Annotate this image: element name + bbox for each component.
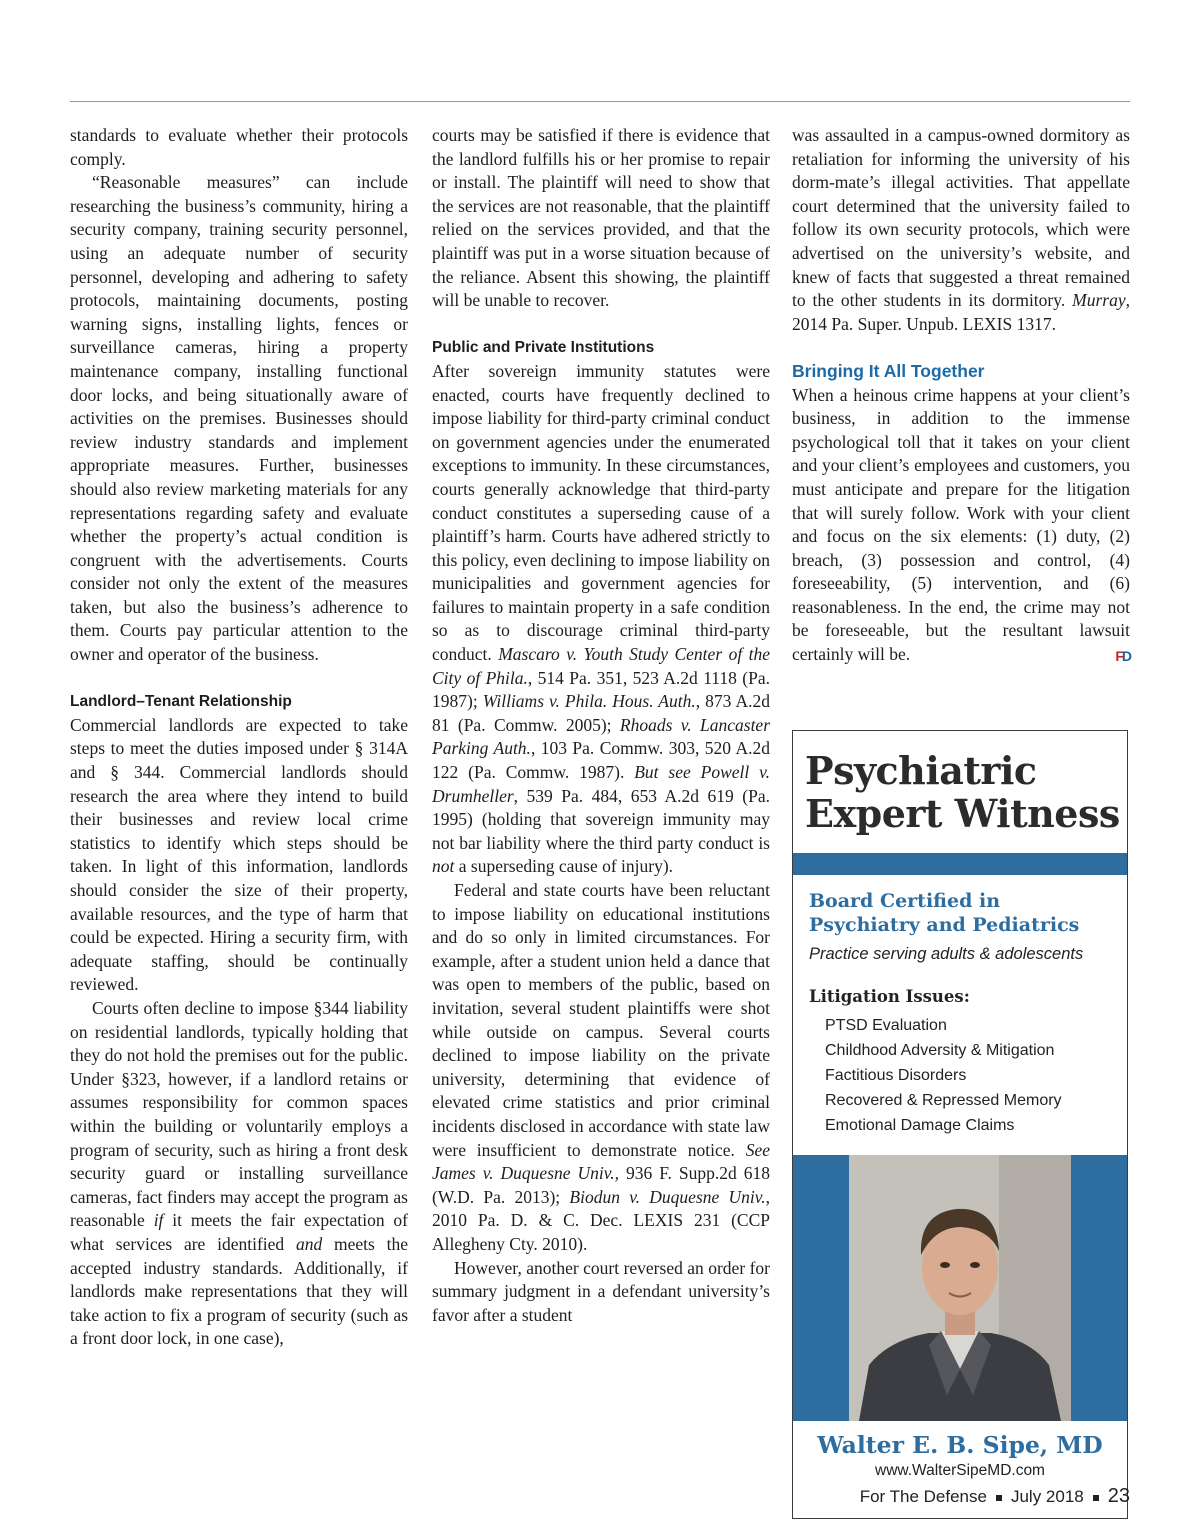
list-item: Childhood Adversity & Mitigation (825, 1042, 1055, 1059)
paragraph: However, another court reversed an order for summary judgment in a defendant university’s favor after a student (432, 1257, 770, 1325)
paragraph: courts may be satisfied if there is evidence that the landlord fulfills his or her promise to repair or install. The plaintiff will need to show that the services are not reasonable, that the plaintiff relied on the services provided, and that the plaintiff was put in a worse situation because of the reliance. Absent this showing, the plaintiff will be unable to recover. (432, 125, 770, 311)
ad-website-link[interactable]: www.WalterSipeMD.com (875, 1462, 1045, 1479)
ad-accent-bar (793, 853, 1127, 875)
column-1 (70, 124, 408, 1351)
paragraph: Courts often decline to impose §344 liability on residential landlords, typically holding that they do not hold the premises out for the public. Under §323, however, if a landlord retains or assumes responsibility for common spaces within the building or voluntarily employs a program of security, such as hiring a front desk security guard or installing surveillance cameras, fact finders may accept the program as reasonable if it meets the fair expectation of what services are identified and meets the accepted industry standards. Additionally, if landlords make representations that they will take action to fix a program of security (such as a front door lock, in one case), (70, 997, 409, 1349)
section-heading-public-private: Public and Private Institutions (432, 339, 655, 357)
ad-subtitle: Board Certified in Psychiatry and Pediatrics (809, 890, 1080, 936)
paragraph: was assaulted in a campus-owned dormitory as retaliation for informing the university of his dorm-mate’s illegal activities. That appellate court determined that the university failed to follow its own security protocols, which were advertised on the university’s website, and knew of facts that suggested a threat remained to the other students in its dormitory. Murray, 2014 Pa. Super. Unpub. LEXIS 1317. (792, 125, 1131, 334)
separator-square-icon (996, 1495, 1002, 1501)
portrait-illustration (849, 1155, 1071, 1421)
separator-square-icon (1093, 1495, 1099, 1501)
list-item: Emotional Damage Claims (825, 1117, 1015, 1134)
list-item: Recovered & Repressed Memory (825, 1092, 1062, 1109)
paragraph: Commercial landlords are expected to take steps to meet the duties imposed under § 314A and § 344. Commercial landlords should research the area where they intend to build their businesses and review local crime statistics to identify which steps should be taken. In light of this information, landlords should consider the size of their property, available resources, and the type of harm that could be expected. Hiring a security firm, with adequate staffing, should be continually reviewed. (70, 714, 408, 995)
section-heading-bringing-together: Bringing It All Together (792, 360, 985, 381)
portrait-photo-frame (793, 1155, 1127, 1421)
litigation-list (825, 1013, 1062, 1138)
page-number: 23 (1107, 1485, 1130, 1507)
ad-doctor-name: Walter E. B. Sipe, MD (817, 1431, 1103, 1459)
portrait-photo (849, 1155, 1071, 1421)
paragraph: When a heinous crime happens at your client’s business, in addition to the immense psychological toll that it takes on your client and your client’s employees and customers, you must anticipate and prepare for the litigation that will surely follow. Work with your client and focus on the six elements: (1) duty, (2) breach, (3) possession and control, (4) foreseeability, (5) intervention, and (6) reasonableness. In the end, the crime may not be foreseeable, but the resultant lawsuit certainly will be. FD (792, 384, 1130, 667)
list-item: Factitious Disorders (825, 1067, 967, 1084)
ad-title: Psychiatric Expert Witness (805, 748, 1120, 836)
ad-tagline: Practice serving adults & adolescents (809, 945, 1084, 963)
paragraph: Federal and state courts have been reluctant to impose liability on educational institutions and do so only in limited circumstances. For example, after a student union held a dance that was open to members of the public, based on invitation, several student plaintiffs were shot while outside on campus. Several courts declined to impose liability on the private university, determining that evidence of elevated crime statistics and prior criminal incidents disclosed in accordance with state law were insufficient to demonstrate notice. See James v. Duquesne Univ., 936 F. Supp.2d 618 (W.D. Pa. 2013); Biodun v. Duquesne Univ., 2010 Pa. D. & C. Dec. LEXIS 231 (CCP Allegheny Cty. 2010). (432, 880, 771, 1254)
expert-witness-ad (792, 730, 1128, 1519)
publication-name: For The Defense (859, 1487, 987, 1506)
paragraph: “Reasonable measures” can include researching the business’s community, hiring a security company, training security personnel, using an adequate number of security personnel, developing and adhering to safety protocols, maintaining documents, posting warning signs, installing lights, fences or surveillance cameras, hiring a property maintenance company, installing functional door locks, and being situationally aware of activities on the premises. Businesses should review industry standards and implement appropriate measures. Further, businesses should also review marketing materials for any representations regarding safety and evaluate whether the property’s actual condition is congruent with the advertisements. Courts consider not only the extent of the measures taken, but also the business’s adherence to them. Courts pay particular attention to the owner and operator of the business. (70, 172, 408, 665)
issue-date: July 2018 (1010, 1487, 1084, 1506)
litigation-heading: Litigation Issues: (809, 987, 970, 1006)
page-footer (860, 1485, 1130, 1508)
column-3 (792, 124, 1130, 669)
paragraph: After sovereign immunity statutes were enacted, courts have frequently declined to impose liability for third-party criminal conduct on government agencies under the enumerated exceptions to immunity. In these circumstances, courts generally acknowledge that third-party conduct constitutes a superseding cause of a plaintiff’s harm. Courts have adhered strictly to this policy, even declining to impose liability on municipalities and government agencies for failures to maintain property in a safe condition so as to discourage criminal third-party conduct. Mascaro v. Youth Study Center of the City of Phila., 514 Pa. 351, 523 A.2d 1118 (Pa. 1987); Williams v. Phila. Hous. Auth., 873 A.2d 81 (Pa. Commw. 2005); Rhoads v. Lancaster Parking Auth., 103 Pa. Commw. 303, 520 A.2d 122 (Pa. Commw. 1987). But see Powell v. Drumheller, 539 Pa. 484, 653 A.2d 619 (Pa. 1995) (holding that sovereign immunity may not bar liability where the third party conduct is not a superseding cause of injury). (432, 360, 771, 877)
column-2 (432, 124, 770, 1327)
list-item: PTSD Evaluation (825, 1017, 947, 1034)
end-mark-logo: FD (1115, 648, 1130, 665)
paragraph: standards to evaluate whether their protocols comply. (70, 125, 408, 169)
header-rule (70, 101, 1130, 102)
section-heading-landlord-tenant: Landlord–Tenant Relationship (70, 693, 292, 711)
